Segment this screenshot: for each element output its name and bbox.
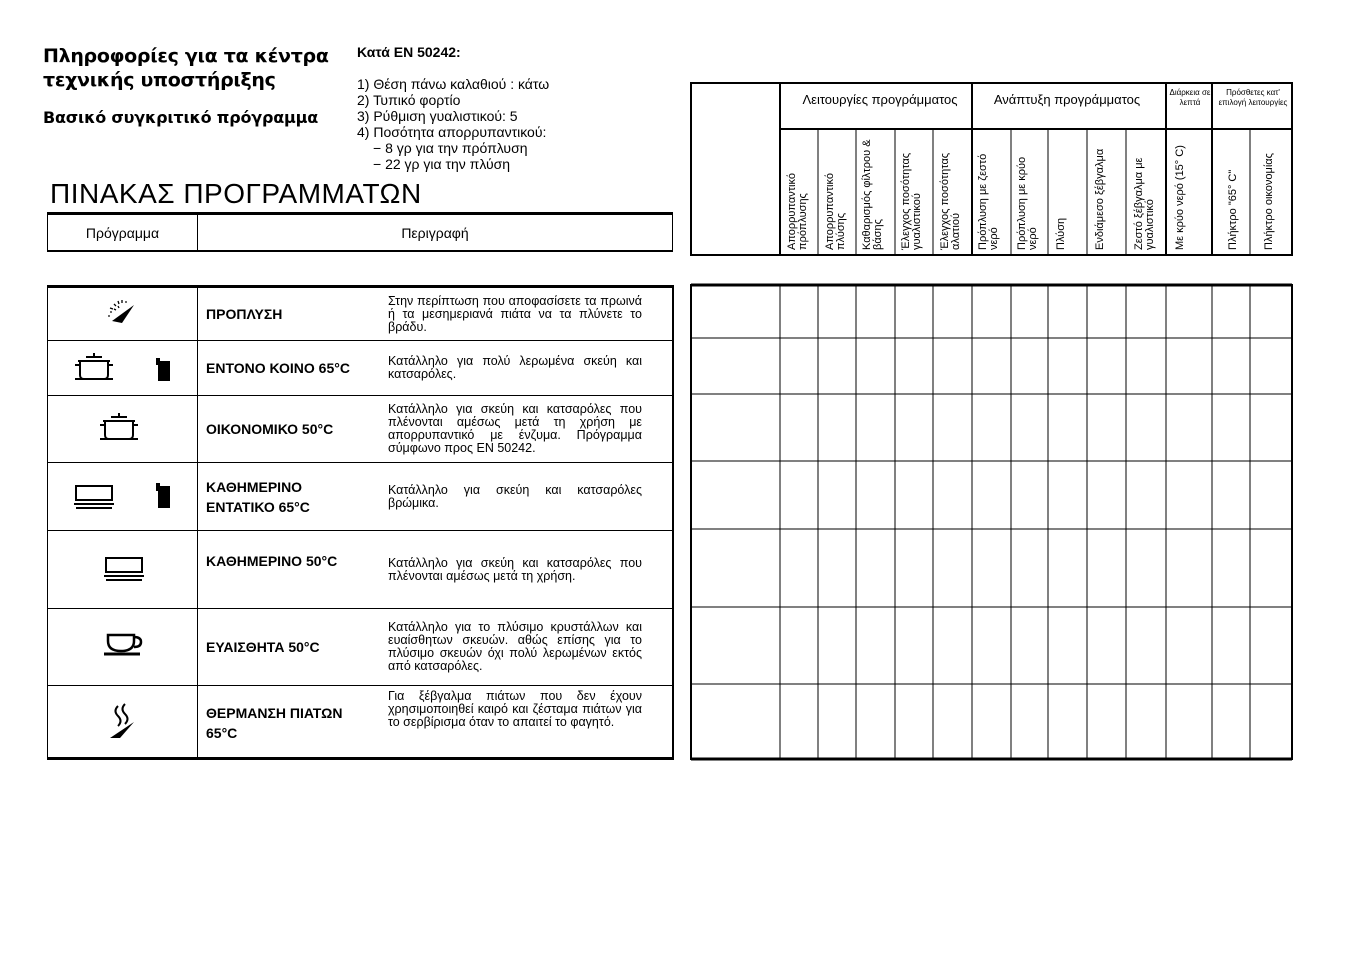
program-name: ΘΕΡΜΑΝΣΗ ΠΙΑΤΩΝ 65°C	[206, 705, 343, 741]
column-header: Πλήκτρο οικονομίας	[1263, 153, 1275, 250]
column-header: Έλεγχος ποσότητας αλατιού	[939, 152, 962, 250]
column-header: Πλύση	[1055, 217, 1067, 250]
en-item: 3) Ρύθμιση γυαλιστικού: 5	[357, 108, 518, 124]
column-header: Ενδιάμεσο ξέβγαλμα	[1094, 148, 1106, 250]
table-row	[48, 463, 672, 531]
program-table	[47, 285, 674, 760]
program-table-header	[47, 212, 673, 252]
program-description: Κατάλληλο για το πλύσιμο κρυστάλλων και ευαίσθητων σκευών. αθώς επίσης για το πλύσιμο σκευών όχι πολύ λερωμένων εκτός από κατσαρόλες.	[388, 620, 642, 673]
en-item: 1) Θέση πάνω καλαθιού : κάτω	[357, 76, 550, 92]
group-extra-header: Πρόσθετες κατ' επιλογή λειτουργίες	[1218, 88, 1288, 107]
cup-icon	[48, 609, 198, 685]
program-description: Κατάλληλο για σκεύη και κατσαρόλες που πλένονται αμέσως μετά τη χρήση με απορρυπαντικό με ένζυμα. Πρόγραμμα σύμφωνο προς ΕΝ 50242.	[388, 402, 642, 455]
pot-icon	[48, 341, 198, 395]
column-header: Πρόπλυση με κρύο νερό	[1016, 156, 1039, 250]
program-name: ΕΝΤΟΝΟ ΚΟΙΝΟ 65°C	[206, 360, 350, 376]
column-header: Απορρυπαντικό πρόπλυσης	[786, 173, 809, 250]
support-heading	[43, 44, 329, 92]
support-heading-line2: τεχνικής υποστήριξης	[43, 69, 276, 91]
en-sub-item: − 8 γρ για την πρόπλυση	[373, 140, 528, 156]
group-development-header: Ανάπτυξη προγράμματος	[993, 92, 1141, 107]
program-name: ΟΙΚΟΝΟΜΙΚΟ 50°C	[206, 421, 334, 437]
en-item: 4) Ποσότητα απορρυπαντικού:	[357, 124, 547, 140]
page-title: ΠΙΝΑΚΑΣ ΠΡΟΓΡΑΜΜΑΤΩΝ	[50, 178, 422, 209]
column-header: Πρόπλυση με ζεστό νερό	[977, 153, 1000, 250]
en-standard-list	[357, 76, 549, 172]
column-header: Ζεστό ξέβγαλμα με γυαλιστικό	[1133, 157, 1156, 250]
group-duration-header: Διάρκεια σε λεπτά	[1169, 88, 1211, 107]
column-header: Πλήκτρο "65° C"	[1227, 169, 1239, 250]
table-row	[48, 396, 672, 463]
program-name: ΚΑΘΗΜΕΡΙΝΟ 50°C	[206, 553, 338, 569]
column-header: Καθαρισμός φίλτρου & βάσης	[861, 139, 884, 250]
table-row	[48, 609, 672, 686]
pot-icon	[48, 396, 198, 462]
en-item: 2) Τυπικό φορτίο	[357, 92, 461, 108]
table-row	[48, 341, 672, 396]
support-heading-line1: Πληροφορίες για τα κέντρα	[43, 45, 329, 67]
program-description: Κατάλληλο για σκεύη και κατσαρόλες βρώμικα.	[388, 482, 642, 510]
program-name: ΠΡΟΠΛΥΣΗ	[206, 306, 283, 322]
table-row	[48, 686, 672, 760]
right-table-body-grid	[690, 283, 1294, 762]
basic-program-heading: Βασικό συγκριτικό πρόγραμμα	[43, 108, 318, 127]
group-functions-header: Λειτουργίες προγράμματος	[802, 92, 958, 107]
program-description: Για ξέβγαλμα πιάτων που δεν έχουν χρησιμοποιηθεί καιρό και ζέσταμα πιάτων για το σερβίρισμα όταν το απαιτεί το φαγητό.	[388, 689, 642, 729]
program-name: ΕΥΑΙΣΘΗΤΑ 50°C	[206, 639, 320, 655]
plates-stack-icon	[48, 531, 198, 608]
plate-warming-icon	[48, 686, 198, 760]
program-name: ΚΑΘΗΜΕΡΙΝΟ ΕΝΤΑΤΙΚΟ 65°C	[206, 478, 310, 515]
table-row	[48, 531, 672, 609]
column-header: Με κρύο νερό (15° C)	[1174, 145, 1186, 250]
plates-stack-icon	[48, 463, 198, 530]
program-description: Κατάλληλο για σκεύη και κατσαρόλες που πλένονται αμέσως μετά τη χρήση.	[388, 555, 642, 583]
column-header: Απορρυπαντικό πλύσης	[824, 173, 847, 250]
en-standard-title: Κατά ΕΝ 50242:	[357, 44, 461, 60]
prewash-spray-icon	[48, 288, 198, 340]
en-sub-item: − 22 γρ για την πλύση	[373, 156, 511, 172]
program-description: Κατάλληλο για πολύ λερωμένα σκεύη και κατσαρόλες.	[388, 354, 642, 381]
program-column-header: Πρόγραμμα	[48, 215, 198, 250]
table-row	[48, 288, 672, 341]
column-header: Έλεγχος ποσότητας γυαλιστικού	[900, 152, 923, 250]
program-description: Στην περίπτωση που αποφασίσετε τα πρωινά ή τα μεσημεριανά πιάτα να τα πλύνετε το βράδυ.	[388, 293, 642, 334]
description-column-header: Περιγραφή	[401, 224, 469, 241]
